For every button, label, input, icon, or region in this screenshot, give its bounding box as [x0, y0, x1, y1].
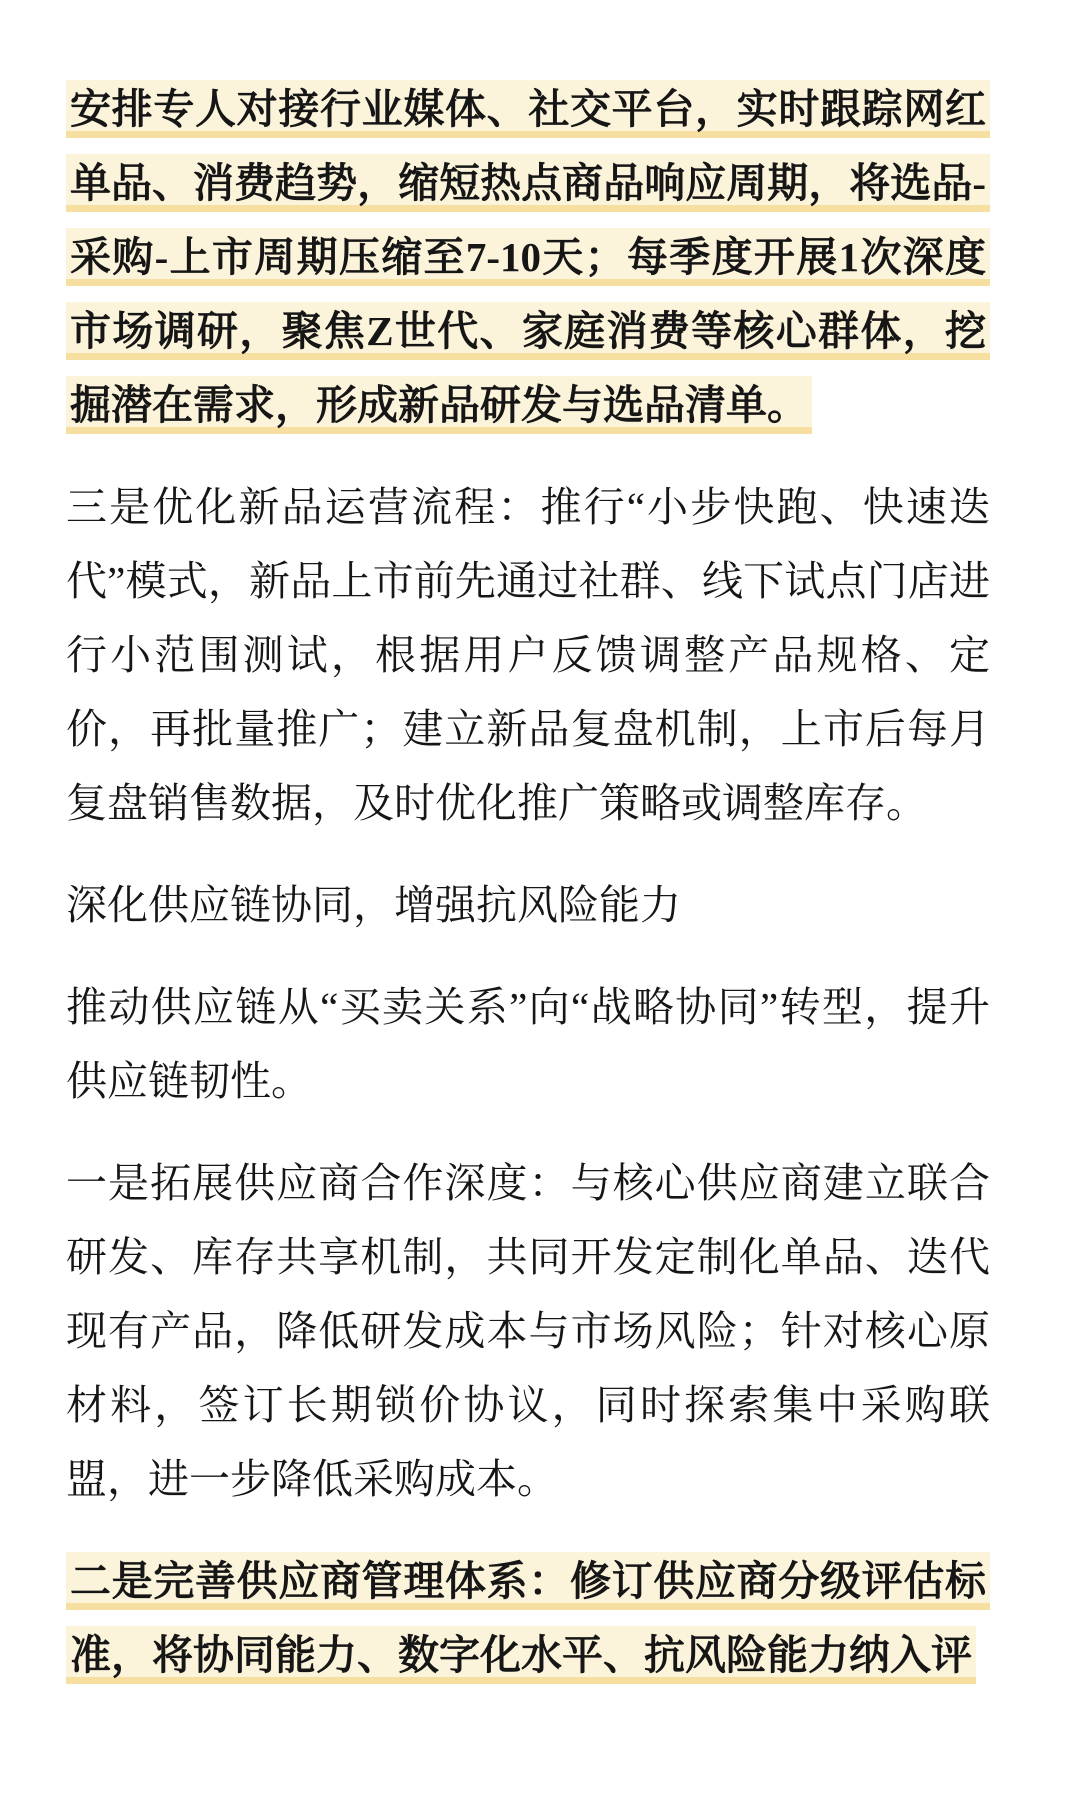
highlighted-text: 二是完善供应商管理体系：修订供应商分级评估标准，将协同能力、数字化水平、抗风险能力纳入评: [66, 1552, 990, 1684]
paragraph-text: 一是拓展供应商合作深度：与核心供应商建立联合研发、库存共享机制，共同开发定制化单品、迭代现有产品，降低研发成本与市场风险；针对核心原材料，签订长期锁价协议，同时探索集中采购联盟，进一步降低采购成本。: [66, 1160, 990, 1502]
paragraph-6-highlighted: [66, 1544, 990, 1692]
paragraph-2: [66, 470, 990, 840]
paragraph-3-section-heading: [66, 868, 990, 942]
paragraph-1-highlighted: [66, 72, 990, 442]
paragraph-text: 三是优化新品运营流程：推行“小步快跑、快速迭代”模式，新品上市前先通过社群、线下试点门店进行小范围测试，根据用户反馈调整产品规格、定价，再批量推广；建立新品复盘机制，上市后每月复盘销售数据，及时优化推广策略或调整库存。: [66, 484, 990, 826]
paragraph-text: 推动供应链从“买卖关系”向“战略协同”转型，提升供应链韧性。: [66, 984, 990, 1104]
paragraph-4: [66, 970, 990, 1118]
highlighted-text: 安排专人对接行业媒体、社交平台，实时跟踪网红单品、消费趋势，缩短热点商品响应周期，将选品-采购-上市周期压缩至7-10天；每季度开展1次深度市场调研，聚焦Z世代、家庭消费等核心群体，挖掘潜在需求，形成新品研发与选品清单。: [66, 80, 990, 434]
section-heading-text: 深化供应链协同，增强抗风险能力: [66, 882, 681, 928]
paragraph-5: [66, 1146, 990, 1516]
